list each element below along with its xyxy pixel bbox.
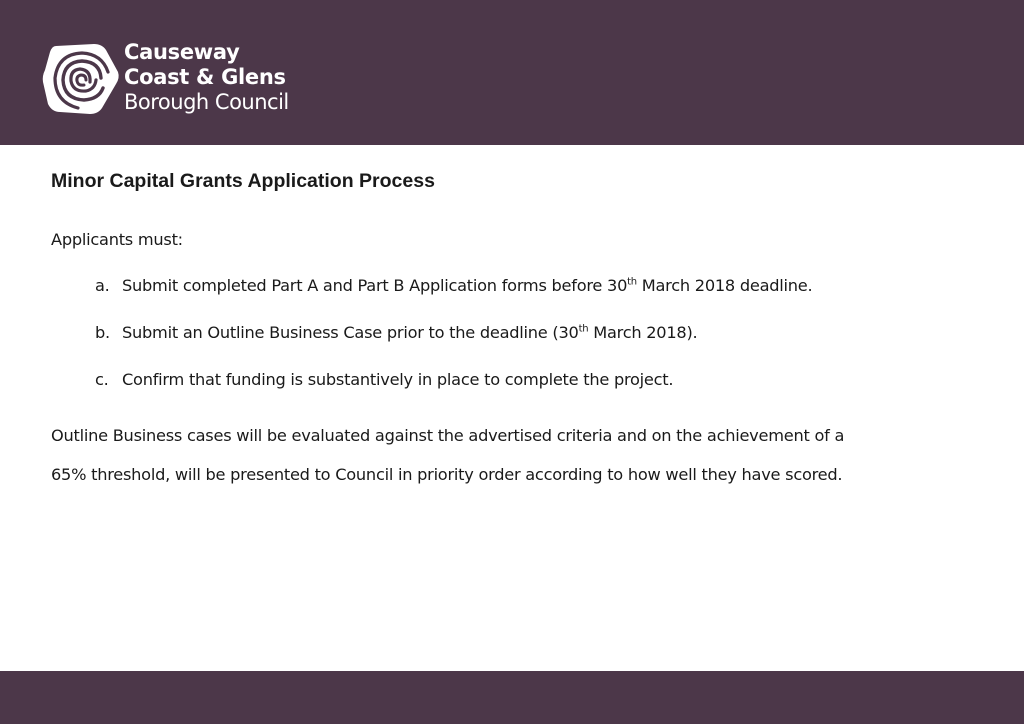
list-item-text-start: Submit an Outline Business Case prior to the deadline (30 <box>122 323 579 342</box>
superscript: th <box>578 323 589 335</box>
footer-banner <box>0 671 1024 724</box>
list-item-text <box>122 323 697 342</box>
list-marker: c. <box>95 370 109 389</box>
list-item-text-start: Confirm that funding is substantively in place to complete the project. <box>122 370 674 389</box>
logo-line-borough-council: Borough Council <box>124 90 289 114</box>
paragraph-line-2: 65% threshold, will be presented to Council in priority order according to how well they have scored. <box>51 465 843 484</box>
list-item-text <box>122 370 673 389</box>
paragraph-line-1: Outline Business cases will be evaluated against the advertised criteria and on the achievement of a <box>51 426 845 445</box>
header-banner <box>0 0 1024 145</box>
main-content <box>51 168 991 484</box>
evaluation-paragraph <box>51 416 991 494</box>
list-item-text-start: Submit completed Part A and Part B Application forms before 30 <box>122 276 628 295</box>
logo-wordmark <box>124 40 289 115</box>
intro-text: Applicants must: <box>51 230 183 249</box>
council-logo <box>42 40 302 120</box>
list-marker: a. <box>95 276 110 295</box>
page-title: Minor Capital Grants Application Process <box>51 170 435 192</box>
list-item-text-end: March 2018 deadline. <box>636 276 813 295</box>
superscript: th <box>627 276 637 288</box>
list-marker: b. <box>95 323 110 342</box>
logo-line-causeway: Causeway <box>124 40 240 64</box>
logo-line-coast-glens: Coast & Glens <box>124 65 286 89</box>
list-item-text-end: March 2018). <box>588 323 698 342</box>
spiral-logo-icon <box>42 42 120 114</box>
list-item-text <box>122 276 812 295</box>
